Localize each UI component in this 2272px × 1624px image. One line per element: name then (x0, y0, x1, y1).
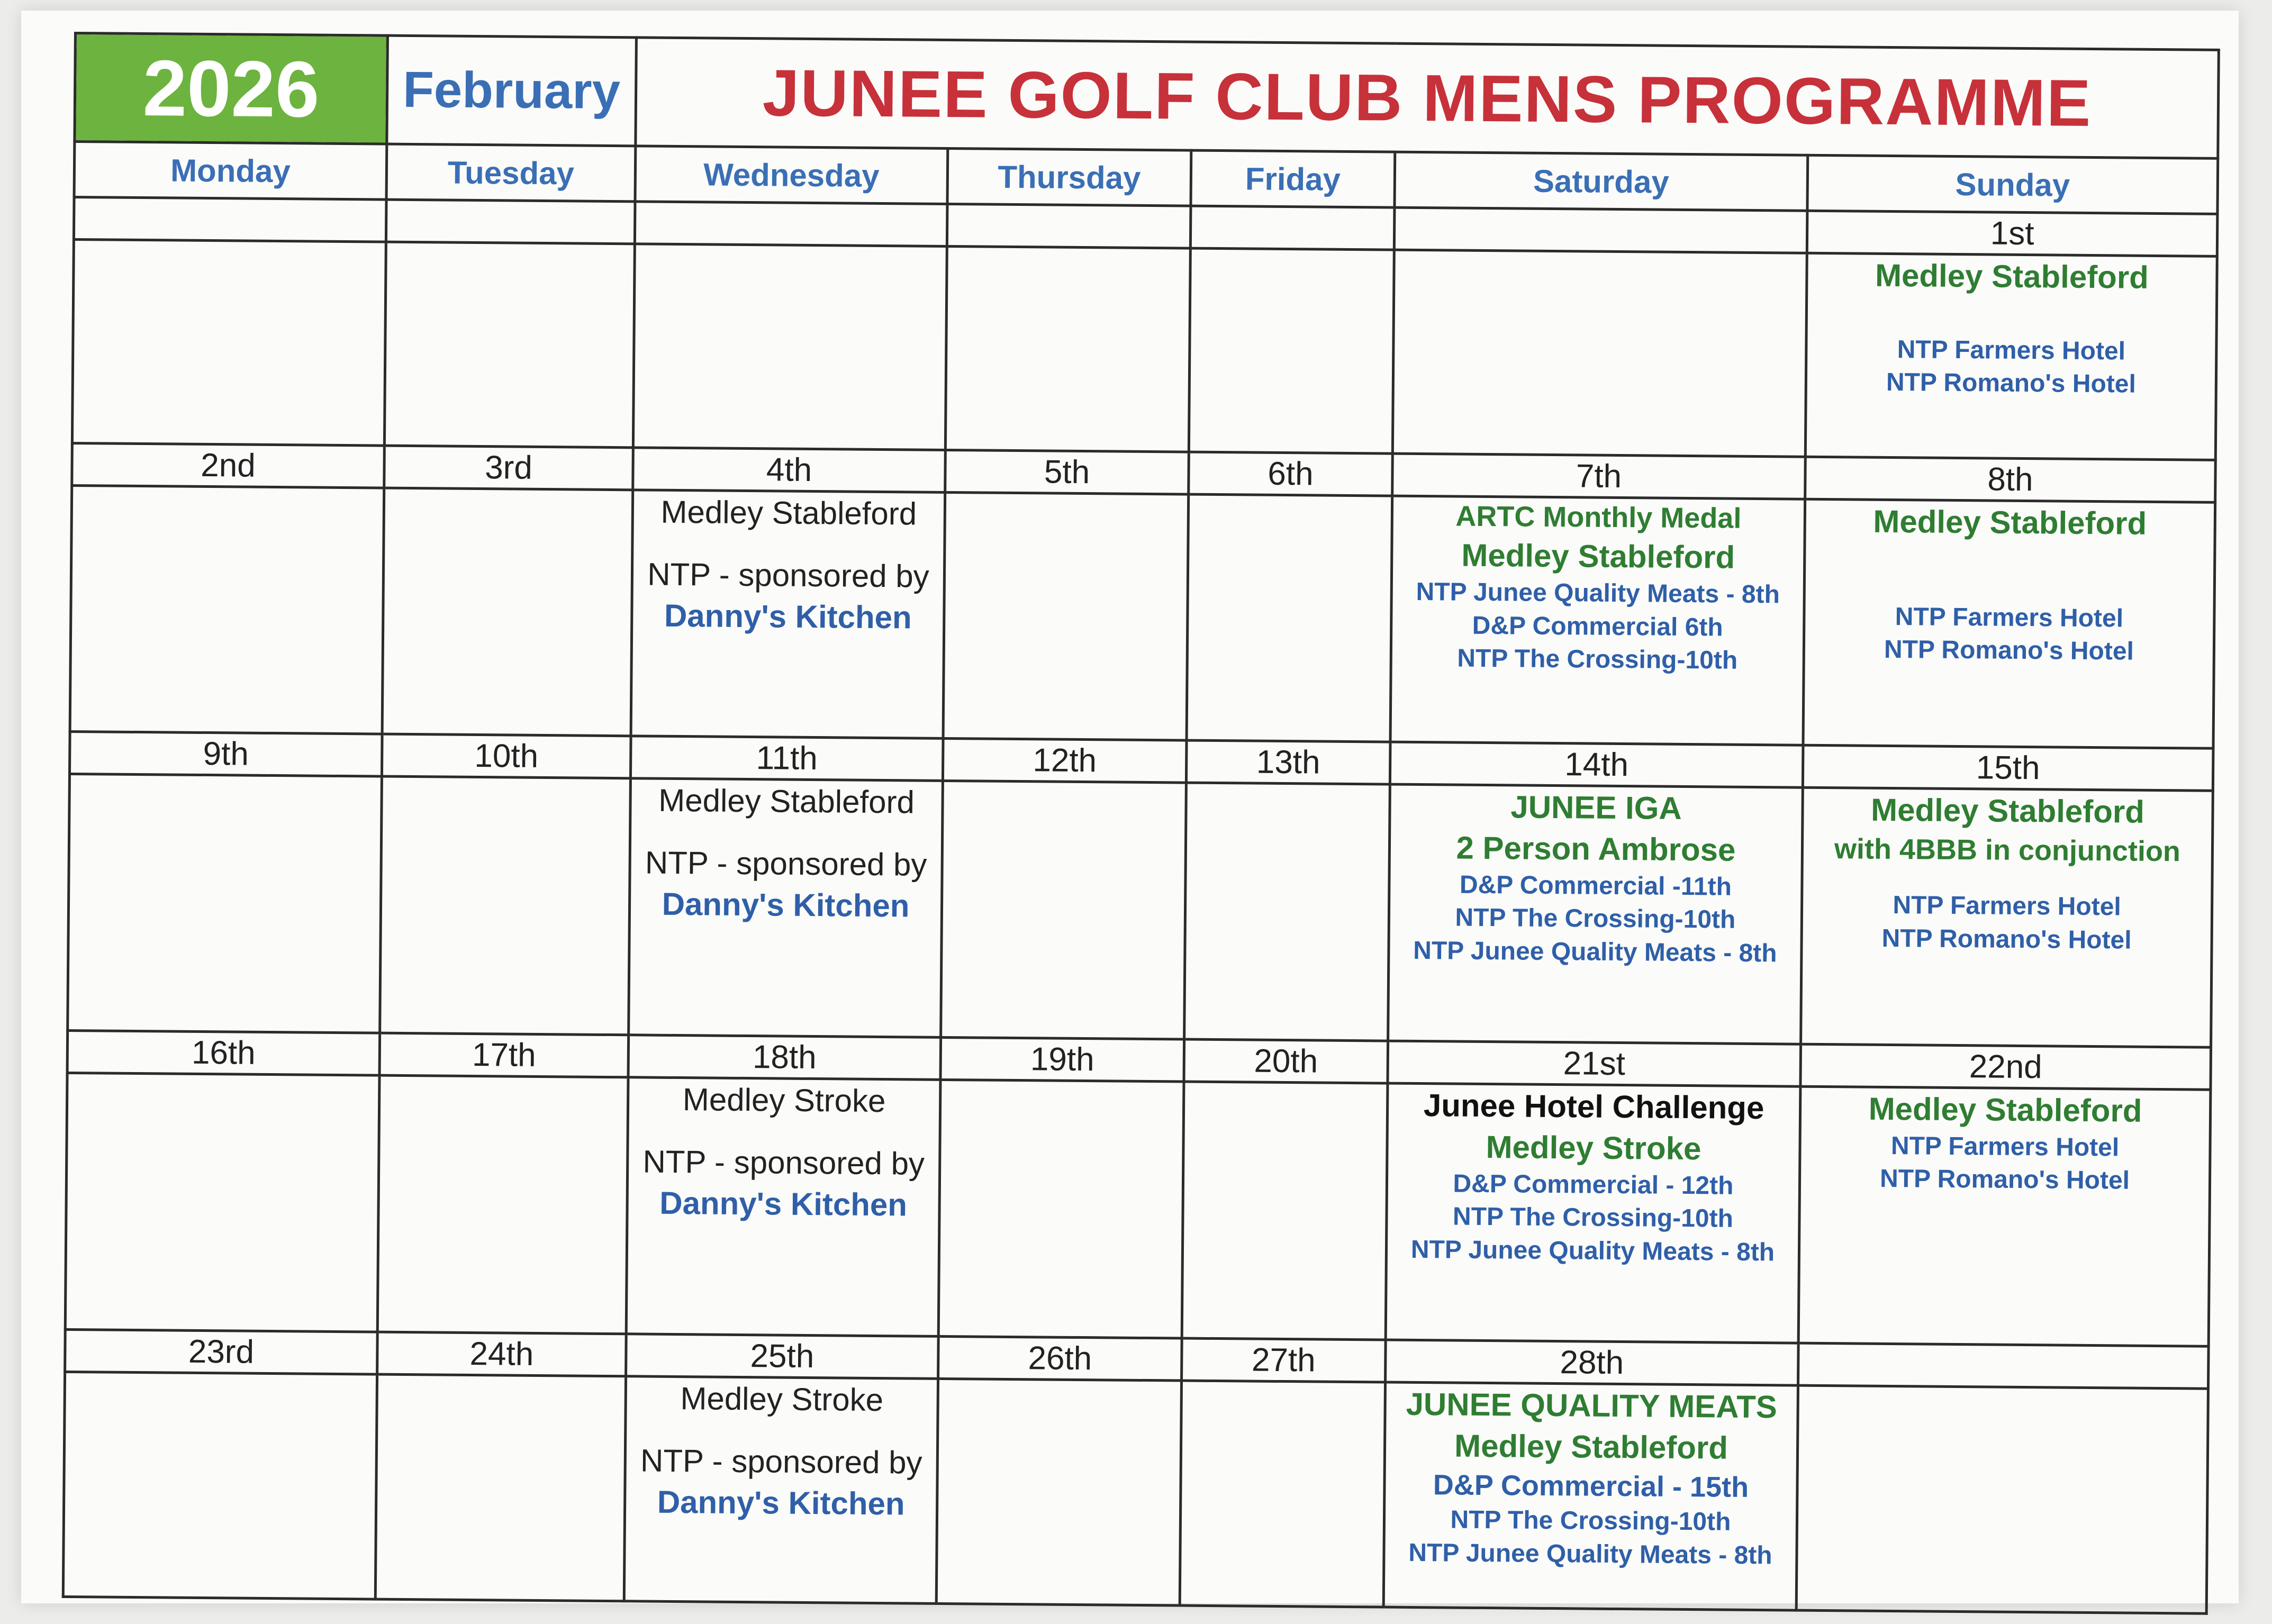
event-cell-saturday (1386, 1083, 1800, 1343)
date-cell: 7th (1392, 453, 1806, 499)
competition-name: 2 Person Ambrose (1456, 830, 1736, 868)
date-cell: 3rd (384, 446, 633, 490)
sponsor-line: NTP The Crossing-10th (1455, 903, 1736, 935)
competition-name: Medley Stableford (1868, 1091, 2142, 1129)
sponsor-line: NTP Junee Quality Meats - 8th (1416, 578, 1780, 609)
sponsor-line: NTP Junee Quality Meats - 8th (1410, 1235, 1775, 1267)
page-title: JUNEE GOLF CLUB MENS PROGRAMME (636, 38, 2219, 158)
event-title: ARTC Monthly Medal (1455, 500, 1742, 534)
sponsor-line: NTP Romano's Hotel (1881, 924, 2132, 955)
event-cell-saturday (1390, 496, 1805, 745)
event-cell-saturday (1388, 784, 1803, 1044)
day-name-saturday: Saturday (1395, 152, 1808, 211)
date-cell: 28th (1386, 1340, 1799, 1385)
event-cell-wednesday (631, 490, 945, 739)
paper-sheet (21, 11, 2239, 1603)
date-cell: 27th (1182, 1338, 1386, 1382)
event-cell (1189, 248, 1394, 453)
competition-name: Medley Stableford (1875, 257, 2149, 295)
sponsor-line: NTP The Crossing-10th (1457, 644, 1738, 675)
date-cell: 4th (633, 448, 946, 493)
event-cell-sunday (1801, 787, 2213, 1047)
sponsor-line: NTP The Crossing-10th (1450, 1505, 1731, 1536)
sponsor-line: NTP The Crossing-10th (1452, 1202, 1734, 1233)
header-row (75, 33, 2219, 159)
date-cell: 18th (628, 1035, 941, 1080)
event-cell (384, 242, 635, 448)
event-cell (70, 485, 384, 734)
competition-name: Medley Stroke (680, 1381, 884, 1418)
sponsor-label: NTP - sponsored by (647, 556, 929, 594)
event-cell (936, 1378, 1181, 1605)
sponsor-line: NTP Farmers Hotel (1897, 335, 2126, 366)
sponsor-name: Danny's Kitchen (657, 1484, 905, 1522)
competition-name: Medley Stableford (660, 494, 917, 532)
date-cell: 5th (945, 450, 1189, 494)
date-cell: 13th (1186, 740, 1390, 784)
event-cell (941, 781, 1187, 1039)
event-cell-sunday (1803, 499, 2215, 748)
events-row (63, 1372, 2208, 1613)
event-cell-sunday (1798, 1086, 2211, 1346)
date-cell: 21st (1388, 1041, 1801, 1086)
event-cell (377, 1075, 628, 1334)
sponsor-line: NTP Junee Quality Meats - 8th (1413, 936, 1777, 968)
event-cell (1392, 250, 1807, 457)
date-cell (947, 204, 1191, 248)
event-cell (633, 244, 947, 450)
competition-name: Medley Stableford (658, 782, 915, 820)
event-cell (380, 776, 631, 1035)
event-cell (1180, 1381, 1385, 1607)
date-cell (386, 199, 635, 244)
sponsor-line: NTP Farmers Hotel (1893, 891, 2121, 921)
sponsor-line: NTP Romano's Hotel (1886, 368, 2137, 399)
event-cell (945, 246, 1190, 452)
day-name-monday: Monday (74, 142, 387, 200)
date-cell: 1st (1807, 211, 2217, 256)
events-row (72, 240, 2217, 460)
date-cell: 22nd (1800, 1044, 2211, 1090)
event-title: Junee Hotel Challenge (1423, 1087, 1764, 1126)
sponsor-line: D&P Commercial - 15th (1433, 1469, 1749, 1503)
date-cell (74, 197, 386, 242)
event-cell (375, 1374, 626, 1601)
sponsor-line: D&P Commercial -11th (1459, 870, 1732, 901)
day-name-friday: Friday (1191, 150, 1395, 207)
sponsor-label: NTP - sponsored by (642, 1144, 925, 1182)
event-title: JUNEE QUALITY MEATS (1406, 1386, 1778, 1425)
day-name-wednesday: Wednesday (635, 146, 948, 204)
date-cell (635, 202, 947, 247)
date-cell: 25th (626, 1334, 939, 1379)
competition-name: Medley Stableford (1873, 503, 2147, 541)
date-cell (1394, 207, 1807, 253)
competition-name: Medley Stableford (1461, 537, 1735, 575)
date-cell: 2nd (72, 443, 385, 488)
events-row (68, 774, 2213, 1047)
sponsor-label: NTP - sponsored by (645, 845, 927, 883)
day-name-thursday: Thursday (947, 148, 1191, 206)
event-cell-wednesday (626, 1077, 940, 1337)
sponsor-name: Danny's Kitchen (659, 1185, 908, 1223)
day-name-tuesday: Tuesday (386, 144, 636, 202)
date-cell: 16th (67, 1030, 380, 1075)
date-cell: 14th (1390, 742, 1803, 787)
date-cell: 8th (1805, 457, 2216, 502)
event-cell (1184, 783, 1390, 1041)
event-cell (1796, 1385, 2208, 1613)
date-cell: 15th (1803, 745, 2213, 791)
sponsor-name: Danny's Kitchen (662, 886, 910, 924)
date-cell (1798, 1343, 2209, 1389)
competition-name: Medley Stroke (682, 1082, 886, 1119)
date-cell: 26th (938, 1336, 1182, 1381)
date-cell (1190, 206, 1395, 250)
sponsor-line: NTP Romano's Hotel (1884, 636, 2134, 666)
events-row (70, 485, 2215, 748)
date-cell: 20th (1184, 1039, 1388, 1083)
sponsor-line: D&P Commercial - 12th (1453, 1169, 1734, 1200)
date-cell: 11th (630, 736, 943, 781)
date-cell: 17th (379, 1033, 629, 1077)
competition-name: Medley Stroke (1486, 1129, 1701, 1167)
event-title: JUNEE IGA (1510, 789, 1682, 826)
event-cell (1182, 1082, 1388, 1340)
sponsor-line: D&P Commercial 6th (1472, 611, 1723, 642)
calendar-table (62, 32, 2220, 1615)
event-cell (943, 492, 1189, 740)
event-cell (1187, 494, 1392, 742)
event-cell (68, 774, 382, 1033)
day-name-sunday: Sunday (1807, 155, 2218, 214)
event-cell (938, 1079, 1184, 1338)
date-cell: 9th (69, 731, 382, 776)
date-cell: 19th (940, 1037, 1184, 1082)
competition-name: Medley Stableford (1454, 1428, 1728, 1466)
events-row (65, 1073, 2211, 1346)
date-cell: 10th (382, 734, 631, 778)
event-cell-wednesday (624, 1376, 938, 1604)
event-cell-wednesday (629, 778, 943, 1038)
event-cell-saturday (1383, 1382, 1798, 1610)
event-cell (65, 1073, 379, 1332)
sponsor-line: NTP Junee Quality Meats - 8th (1408, 1538, 1772, 1569)
event-cell-sunday (1805, 253, 2217, 460)
date-cell: 12th (943, 738, 1187, 783)
event-cell (63, 1372, 377, 1599)
year-cell: 2026 (75, 33, 388, 144)
event-cell (382, 488, 633, 736)
date-cell: 24th (377, 1332, 627, 1376)
sponsor-line: NTP Farmers Hotel (1890, 1132, 2120, 1162)
sponsor-line: NTP Romano's Hotel (1879, 1165, 2130, 1195)
event-cell (72, 240, 386, 446)
competition-note: with 4BBB in conjunction (1834, 833, 2181, 868)
competition-name: Medley Stableford (1870, 792, 2145, 830)
month-cell: February (387, 35, 637, 146)
date-cell: 23rd (65, 1329, 378, 1374)
sponsor-label: NTP - sponsored by (640, 1442, 922, 1481)
sponsor-name: Danny's Kitchen (664, 597, 912, 636)
date-cell: 6th (1189, 452, 1393, 496)
sponsor-line: NTP Farmers Hotel (1895, 603, 2124, 633)
